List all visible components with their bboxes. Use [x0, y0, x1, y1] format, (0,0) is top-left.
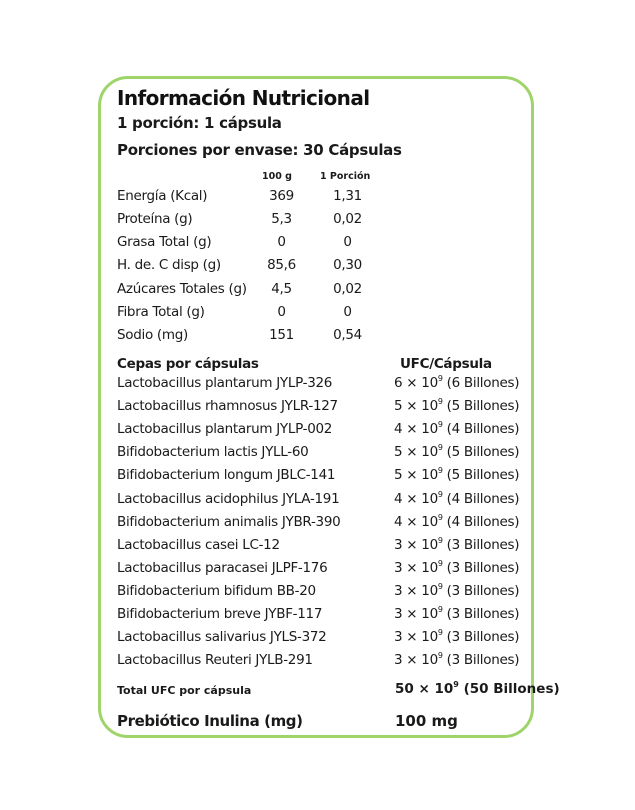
strain-exp: 9 [437, 374, 443, 383]
strain-name: Bifidobacterium animalis JYBR-390 [117, 513, 341, 530]
strain-cfu: $3 \times 10^9$ (3 Billones) [394, 535, 520, 553]
strain-name: Lactobacillus Reuteri JYLB-291 [117, 652, 313, 669]
strain-cfu: $5 \times 10^9$ (5 Billones) [394, 443, 520, 461]
nutrient-per-serving: 0,02 [333, 281, 362, 297]
strain-words: (3 Billones) [446, 652, 520, 669]
nutrient-label: Fibra Total (g) [117, 304, 205, 320]
nutrient-per-100g: 0 [277, 304, 286, 320]
nutrient-per-serving: 0,30 [333, 257, 362, 273]
column-header-per-serving: 1 Porción [320, 171, 371, 182]
strain-coef: 3 [394, 536, 403, 553]
strain-exp: 9 [437, 420, 443, 430]
strain-name: Bifidobacterium lactis JYLL-60 [117, 444, 309, 461]
strain-words: (5 Billones) [446, 467, 520, 484]
total-words: (50 Billones) [463, 681, 560, 697]
prebiotic-value: 100 mg [395, 712, 458, 730]
total-exp: 9 [453, 680, 459, 689]
nutrient-per-100g: 5,3 [271, 211, 292, 227]
strain-name: Lactobacillus plantarum JYLP-326 [117, 375, 333, 391]
strain-exp: 9 [437, 628, 443, 638]
strain-cfu: $3 \times 10^9$ (3 Billones) [394, 605, 520, 622]
nutrient-per-serving: 0,02 [333, 211, 362, 227]
strain-words: (5 Billones) [446, 398, 520, 415]
strain-name: Bifidobacterium bifidum BB-20 [117, 582, 316, 599]
prebiotic-label: Prebiótico Inulina (mg) [117, 712, 303, 730]
nutrient-label: Azúcares Totales (g) [117, 281, 247, 297]
strain-cfu: $6 \times 10^9$ (6 Billones) [394, 374, 520, 391]
strain-cfu: $5 \times 10^9$ (5 Billones) [394, 466, 520, 484]
strain-name: Lactobacillus salivarius JYLS-372 [117, 629, 327, 646]
strain-coef: 5 [394, 398, 403, 415]
strain-cfu: $5 \times 10^9$ (5 Billones) [394, 397, 520, 415]
strain-coef: 5 [394, 444, 403, 461]
strain-coef: 6 [394, 375, 403, 391]
nutrient-label: Energía (Kcal) [117, 188, 208, 204]
strain-coef: 5 [394, 467, 403, 484]
nutrient-per-100g: 0 [277, 234, 286, 250]
strain-name: Lactobacillus rhamnosus JYLR-127 [117, 398, 338, 415]
strain-exp: 9 [437, 651, 443, 661]
strain-coef: 3 [394, 652, 403, 669]
strain-exp: 9 [437, 443, 443, 453]
strain-name: Lactobacillus plantarum JYLP-002 [117, 421, 333, 438]
strain-cfu: $3 \times 10^9$ (3 Billones) [394, 581, 520, 599]
strain-exp: 9 [437, 466, 443, 476]
total-coef: 50 [395, 681, 414, 697]
strains-header-label: Cepas por cápsulas [117, 356, 259, 372]
strain-coef: 3 [394, 629, 403, 646]
strain-coef: 3 [394, 582, 403, 599]
strain-coef: 4 [394, 513, 403, 530]
strains-header-value: UFC/Cápsula [400, 356, 492, 372]
nutrient-per-100g: 369 [269, 188, 294, 204]
strain-cfu: $4 \times 10^9$ (4 Billones) [394, 420, 520, 438]
strain-words: (4 Billones) [446, 421, 520, 438]
nutrient-per-serving: 1,31 [333, 188, 362, 204]
strain-name: Lactobacillus casei LC-12 [117, 536, 280, 553]
strain-name: Lactobacillus paracasei JLPF-176 [117, 559, 328, 576]
strain-words: (3 Billones) [446, 536, 520, 553]
nutrient-label: Grasa Total (g) [117, 234, 212, 250]
nutrient-per-serving: 0 [343, 304, 352, 320]
strain-cfu: $3 \times 10^9$ (3 Billones) [394, 628, 520, 646]
nutrient-label: Proteína (g) [117, 211, 193, 227]
page-title: Información Nutricional [117, 86, 370, 110]
strain-coef: 3 [394, 559, 403, 576]
strain-exp: 9 [437, 535, 443, 545]
strain-exp: 9 [437, 512, 443, 522]
strain-name: Bifidobacterium longum JBLC-141 [117, 467, 336, 484]
strain-cfu: $3 \times 10^9$ (3 Billones) [394, 651, 520, 669]
strain-words: (5 Billones) [446, 444, 520, 461]
strain-name: Lactobacillus acidophilus JYLA-191 [117, 490, 340, 507]
strain-cfu: $4 \times 10^9$ (4 Billones) [394, 489, 520, 507]
strain-cfu: $4 \times 10^9$ (4 Billones) [394, 512, 520, 530]
strain-exp: 9 [437, 581, 443, 591]
strain-coef: 4 [394, 421, 403, 438]
strain-exp: 9 [437, 558, 443, 568]
strain-exp: 9 [437, 489, 443, 499]
strain-words: (4 Billones) [446, 513, 520, 530]
strain-exp: 9 [437, 397, 443, 407]
nutrient-per-100g: 85,6 [267, 257, 296, 273]
total-label: Total UFC por cápsula [117, 684, 252, 697]
servings-per-container: Porciones por envase: 30 Cápsulas [117, 141, 402, 159]
strain-words: (3 Billones) [446, 629, 520, 646]
column-header-100g: 100 g [262, 171, 292, 182]
nutrient-label: Sodio (mg) [117, 327, 188, 343]
nutrient-per-serving: 0,54 [333, 327, 362, 343]
nutrient-per-100g: 4,5 [271, 281, 292, 297]
strain-coef: 3 [394, 606, 403, 622]
strain-coef: 4 [394, 490, 403, 507]
strain-words: (3 Billones) [446, 582, 520, 599]
strain-exp: 9 [437, 605, 443, 614]
strain-words: (3 Billones) [446, 606, 520, 622]
strain-cfu: $3 \times 10^9$ (3 Billones) [394, 558, 520, 576]
strain-words: (3 Billones) [446, 559, 520, 576]
nutrient-per-serving: 0 [343, 234, 352, 250]
nutrient-per-100g: 151 [269, 327, 294, 343]
total-value: $50 \times 10^9$ (50 Billones) [395, 680, 560, 697]
strain-name: Bifidobacterium breve JYBF-117 [117, 606, 323, 622]
serving-size: 1 porción: 1 cápsula [117, 114, 282, 132]
strain-words: (6 Billones) [446, 375, 520, 391]
nutrient-label: H. de. C disp (g) [117, 257, 221, 273]
strain-words: (4 Billones) [446, 490, 520, 507]
